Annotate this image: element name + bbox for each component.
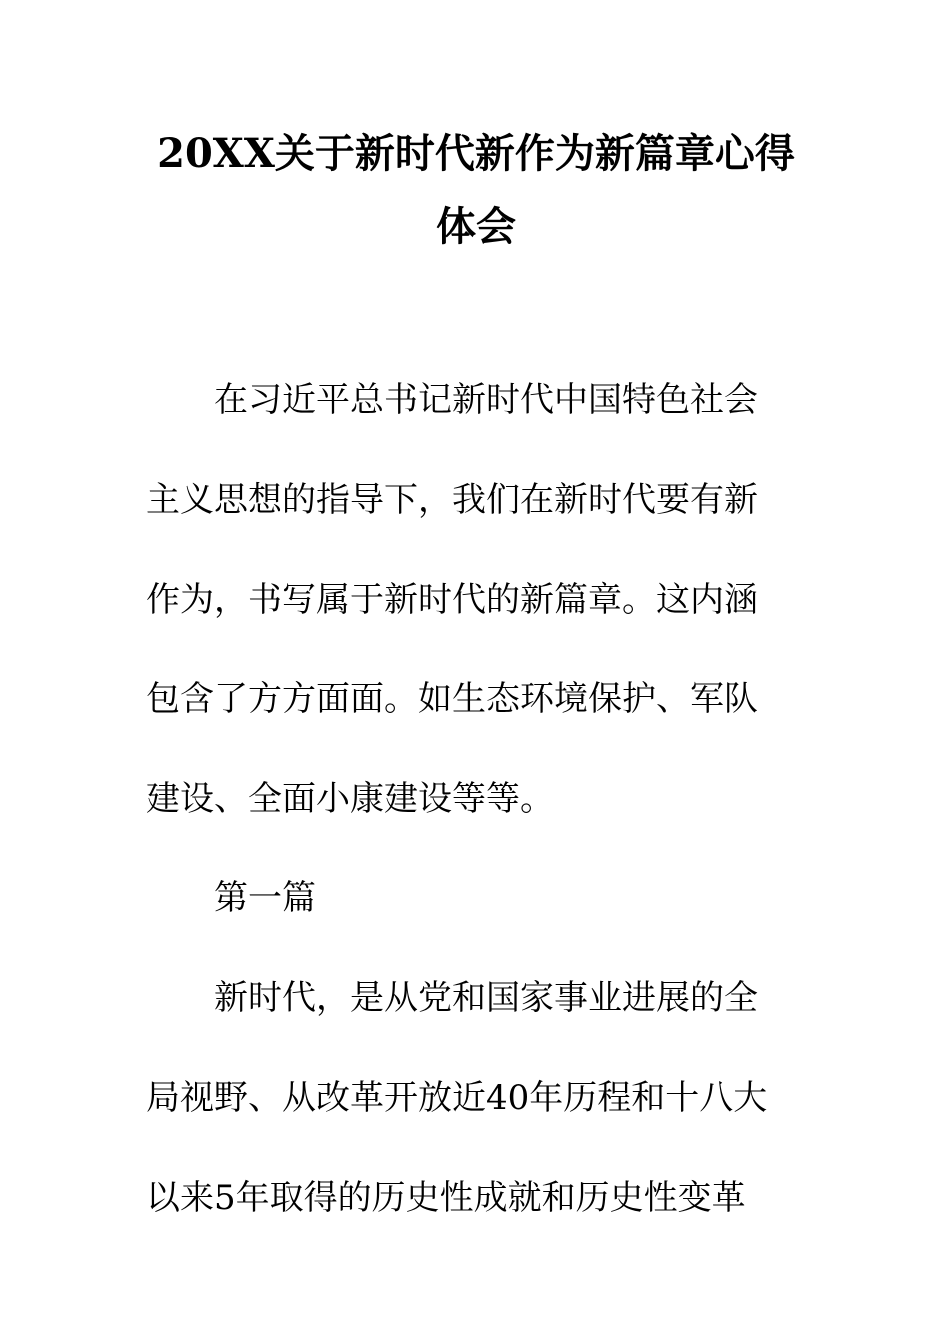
document-title-line-1: 20XX关于新时代新作为新篇章心得 xyxy=(157,130,795,177)
paragraph-line: 以来5年取得的历史性成就和历史性变革 xyxy=(146,1178,746,1218)
paragraph-line: 新时代，是从党和国家事业进展的全 xyxy=(214,978,758,1018)
section-heading: 第一篇 xyxy=(214,878,316,918)
paragraph-line: 在习近平总书记新时代中国特色社会 xyxy=(214,380,758,420)
document-title-line-2: 体会 xyxy=(436,203,516,250)
paragraph-line: 建设、全面小康建设等等。 xyxy=(146,779,554,819)
paragraph-line: 主义思想的指导下，我们在新时代要有新 xyxy=(146,480,758,520)
paragraph-line: 作为，书写属于新时代的新篇章。这内涵 xyxy=(146,580,758,620)
paragraph-line: 局视野、从改革开放近40年历程和十八大 xyxy=(146,1078,768,1118)
paragraph-line: 包含了方方面面。如生态环境保护、军队 xyxy=(146,679,758,719)
